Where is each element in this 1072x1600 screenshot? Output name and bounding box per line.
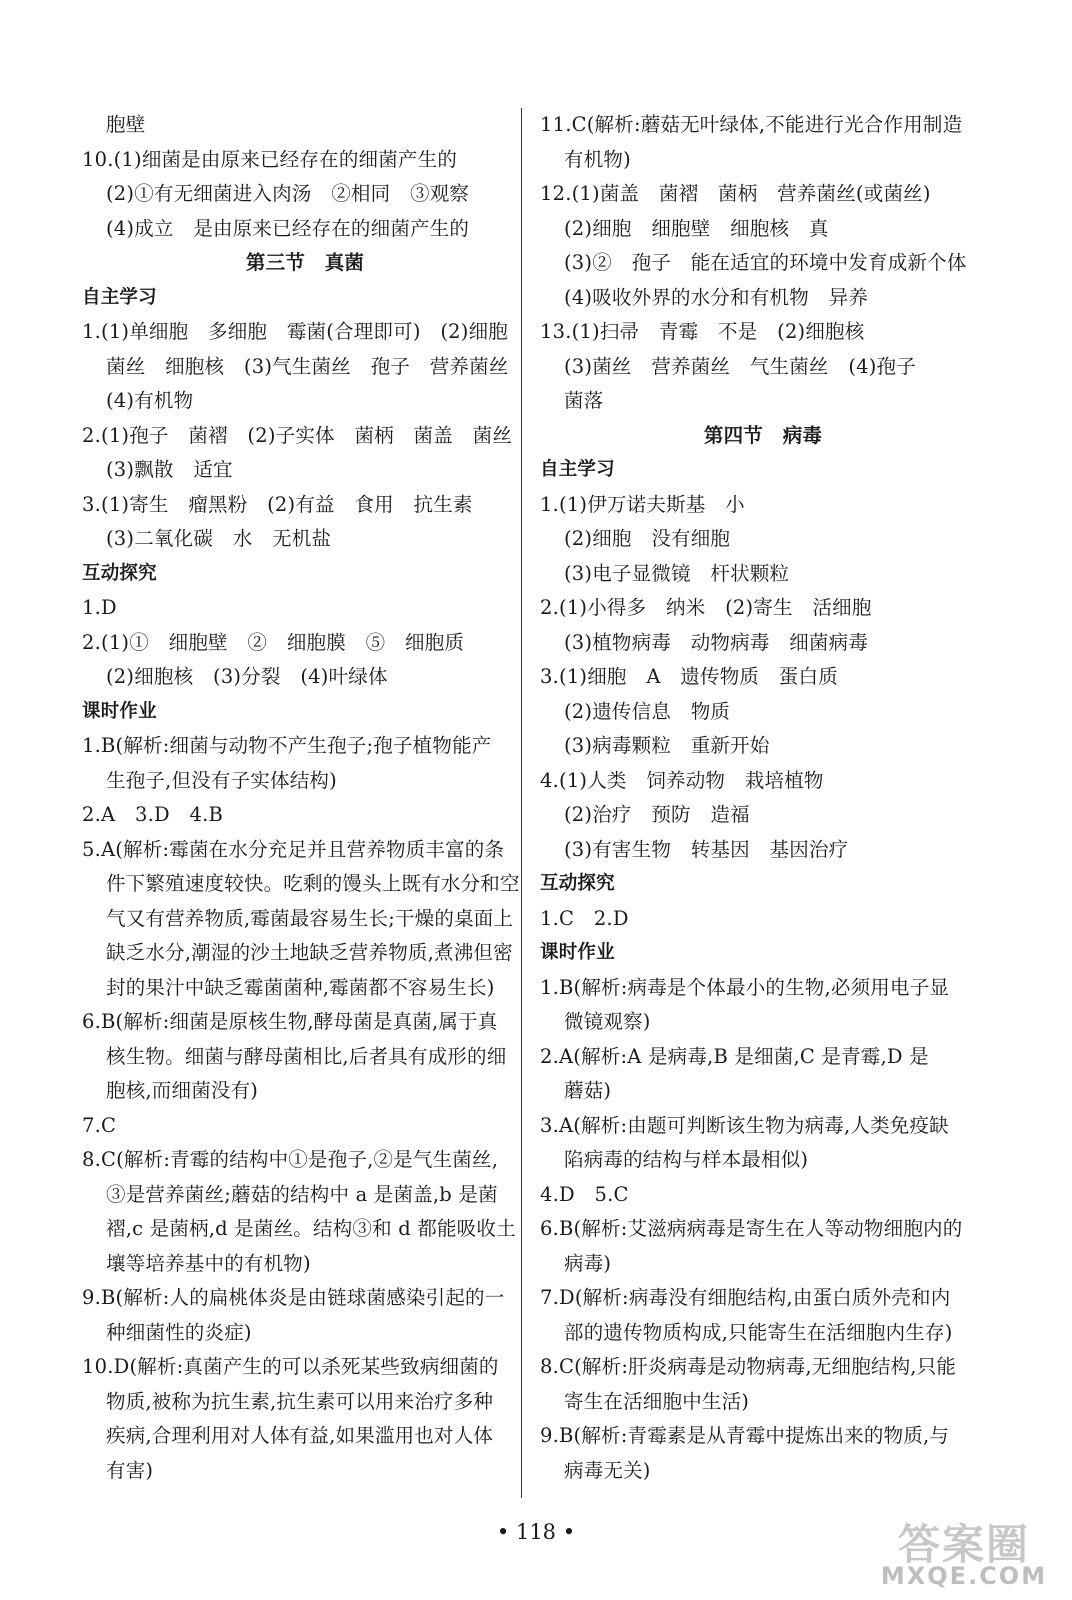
text-line: (2)细胞 没有细胞 [564,527,731,550]
text-line: 封的果汁中缺乏霉菌菌种,霉菌都不容易生长) [106,975,495,999]
text-line: 11.C(解析:蘑菇无叶绿体,不能进行光合作用制造 [540,113,963,136]
text-line: 1.B(解析:病毒是个体最小的生物,必须用电子显 [540,975,950,999]
watermark-text: MXQE.COM [880,1562,1048,1590]
text-line: (3)菌丝 营养菌丝 气生菌丝 (4)孢子 [564,354,916,378]
section-heading: 课时作业 [82,700,157,722]
text-line: (3)植物病毒 动物病毒 细菌病毒 [564,630,869,654]
text-line: 菌丝 细胞核 (3)气生菌丝 孢子 营养菌丝 [106,354,509,378]
text-line: (2)①有无细菌进入肉汤 ②相同 ③观察 [106,182,470,205]
text-line: 菌落 [564,389,604,412]
text-line: (3)② 孢子 能在适宜的环境中发育成新个体 [564,251,967,274]
text-line: (2)细胞核 (3)分裂 (4)叶绿体 [106,665,388,688]
text-line: 1.B(解析:细菌与动物不产生孢子;孢子植物能产 [82,734,492,757]
page-number: • 118 • [496,1520,576,1544]
text-line: 8.C(解析:肝炎病毒是动物病毒,无细胞结构,只能 [540,1355,957,1378]
text-line: 6.B(解析:艾滋病病毒是寄生在人等动物细胞内的 [540,1217,963,1240]
text-line: (3)有害生物 转基因 基因治疗 [564,837,849,861]
text-line: (3)电子显微镜 杆状颗粒 [564,561,790,585]
text-line: 10.(1)细菌是由原来已经存在的细菌产生的 [82,147,458,171]
text-line: 有机物) [564,147,631,171]
text-line: 部的遗传物质构成,只能寄生在活细胞内生存) [564,1320,953,1344]
watermark-glyphs: 答案圈 [897,1520,1030,1569]
section-title: 第四节 病毒 [703,423,823,447]
section-title: 第三节 真菌 [245,251,365,274]
text-line: 3.(1)寄生 瘤黑粉 (2)有益 食用 抗生素 [82,492,473,516]
watermark-logo [866,1512,1062,1594]
text-line: 3.(1)细胞 A 遗传物质 蛋白质 [540,665,838,688]
text-line: (3)二氧化碳 水 无机盐 [106,527,332,550]
text-line: 2.(1)孢子 菌褶 (2)子实体 菌柄 菌盖 菌丝 [82,423,513,447]
text-line: 8.C(解析:青霉的结构中①是孢子,②是气生菌丝, [82,1148,499,1171]
text-line: 2.(1)小得多 纳米 (2)寄生 活细胞 [540,596,872,619]
text-line: 4.(1)人类 饲养动物 栽培植物 [540,768,824,792]
text-line: 13.(1)扫帚 青霉 不是 (2)细胞核 [540,320,865,343]
text-line: 2.(1)① 细胞壁 ② 细胞膜 ⑤ 细胞质 [82,630,465,654]
text-line: 1.(1)伊万诺夫斯基 小 [540,492,745,516]
section-heading: 自主学习 [82,286,157,308]
text-line: 1.C 2.D [540,906,629,930]
text-line: 微镜观察) [564,1010,651,1033]
text-line: (4)有机物 [106,389,194,412]
text-line: 褶,c 是菌柄,d 是菌丝。结构③和 d 都能吸收土 [106,1217,516,1240]
text-line: 缺乏水分,潮湿的沙土地缺乏营养物质,煮沸但密 [106,941,513,964]
text-line: 1.D [82,596,117,619]
text-line: 6.B(解析:细菌是原核生物,酵母菌是真菌,属于真 [82,1010,498,1033]
text-line: 4.D 5.C [540,1182,629,1206]
text-line: ③是营养菌丝;蘑菇的结构中 a 是菌盖,b 是菌 [106,1182,498,1206]
section-heading: 互动探究 [82,562,157,584]
text-line: 物质,被称为抗生素,抗生素可以用来治疗多种 [106,1389,494,1413]
text-line: (2)细胞 细胞壁 细胞核 真 [564,216,829,240]
text-line: (3)飘散 适宜 [106,458,233,481]
text-line: (4)吸收外界的水分和有机物 异养 [564,285,869,309]
text-line: 壤等培养基中的有机物) [106,1251,311,1275]
text-line: (2)遗传信息 物质 [564,699,731,723]
text-line: 9.B(解析:青霉素是从青霉中提炼出来的物质,与 [540,1424,950,1447]
text-line: 蘑菇) [564,1079,612,1102]
column-divider [521,108,522,1498]
text-line: 件下繁殖速度较快。吃剩的馒头上既有水分和空 [106,872,520,895]
text-line: 陷病毒的结构与样本最相似) [564,1148,809,1171]
right-column [540,108,986,1488]
text-line: (2)治疗 预防 造福 [564,803,750,826]
text-line: 病毒无关) [564,1458,651,1482]
section-heading: 自主学习 [540,459,615,480]
text-line: 3.A(解析:由题可判断该生物为病毒,人类免疫缺 [540,1113,949,1137]
text-line: 2.A(解析:A 是病毒,B 是细菌,C 是青霉,D 是 [540,1044,929,1068]
text-line: 核生物。细菌与酵母菌相比,后者具有成形的细 [106,1044,507,1068]
text-line: 种细菌性的炎症) [106,1320,252,1344]
text-line: 9.B(解析:人的扁桃体炎是由链球菌感染引起的一 [82,1286,505,1309]
text-line: 7.D(解析:病毒没有细胞结构,由蛋白质外壳和内 [540,1286,951,1309]
text-line: (3)病毒颗粒 重新开始 [564,734,770,757]
text-line: 1.(1)单细胞 多细胞 霉菌(合理即可) (2)细胞 [82,320,508,343]
text-line: 5.A(解析:霉菌在水分充足并且营养物质丰富的条 [82,837,505,861]
left-column [82,108,528,1488]
text-line: (4)成立 是由原来已经存在的细菌产生的 [106,216,470,240]
text-line: 7.C [82,1113,117,1137]
text-line: 病毒) [564,1251,612,1275]
text-line: 胞核,而细菌没有) [106,1079,259,1102]
text-line: 疾病,合理利用对人体有益,如果滥用也对人体 [106,1424,494,1447]
text-line: 生孢子,但没有子实体结构) [106,768,337,792]
text-line: 胞壁 [106,113,146,136]
section-heading: 互动探究 [540,873,615,894]
text-line: 有害) [106,1458,154,1482]
text-line: 12.(1)菌盖 菌褶 菌柄 营养菌丝(或菌丝) [540,182,931,205]
section-heading: 课时作业 [540,942,615,963]
text-line: 10.D(解析:真菌产生的可以杀死某些致病细菌的 [82,1355,499,1378]
text-line: 寄生在活细胞中生活) [564,1389,750,1413]
text-line: 2.A 3.D 4.B [82,803,224,826]
text-line: 气又有营养物质,霉菌最容易生长;干燥的桌面上 [106,906,514,930]
